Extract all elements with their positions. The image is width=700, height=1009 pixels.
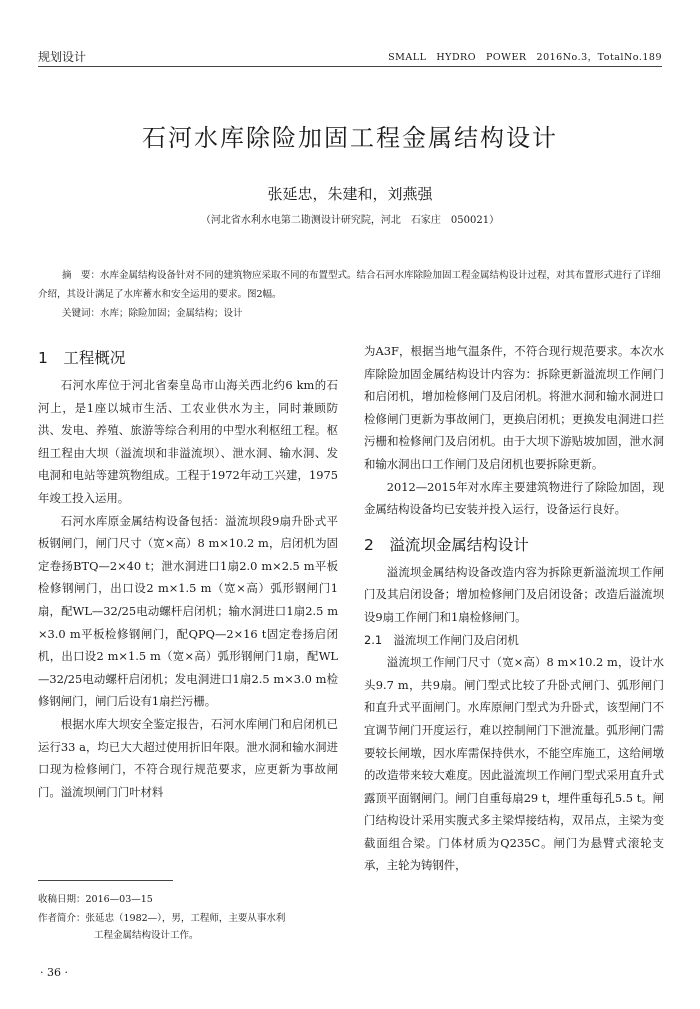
footnote-divider <box>38 880 173 881</box>
author-bio-line1: 作者简介：张延忠（1982—），男，工程师，主要从事水利 <box>38 913 286 924</box>
paragraph: 溢流坝工作闸门尺寸（宽×高）8 m×10.2 m，设计水头9.7 m，共9扇。闸门型式比较了升卧式闸门、弧形闸门和直升式平面闸门。水库原闸门型式为升卧式，该型闸门不宜调节闸门开度运行，难以控制闸门下泄流量。弧形闸门需要较长闸墩，因水库需保持供水，不能空库施工，这给闸墩的改造带来较大难度。因此溢流坝工作闸门型式采用直升式露顶平面钢闸门。闸门自重每扇29 t，埋件重每孔5.5 t。闸门结构设计采用实腹式多主梁焊接结构，双吊点，主梁为变截面组合梁。门体材质为Q235C。闸门为悬臂式滚轮支承，主轮为铸钢件， <box>364 655 664 873</box>
keywords <box>62 305 243 319</box>
section-1-heading: 1 工程概况 <box>38 349 126 367</box>
paragraph: 根据水库大坝安全鉴定报告，石河水库闸门和启闭机已运行33 a，均已大大超过使用折旧年限。泄水洞和输水洞进口现为检修闸门，不符合现行规范要求，应更新为事故闸门。溢流坝闸门门叶材料 <box>38 716 338 799</box>
paper-title: 石河水库除险加固工程金属结构设计 <box>142 124 558 152</box>
paragraph: 为A3F，根据当地气温条件，不符合现行规范要求。本次水库除险加固金属结构设计内容为：拆除更新溢流坝工作闸门和启闭机，增加检修闸门及启闭机。将泄水洞和输水洞进口检修闸门更新为事故闸门，更换启闭机；更换发电洞进口拦污栅和检修闸门及启闭机。由于大坝下游贴坡加固，泄水洞和输水洞出口工作闸门及启闭机也要拆除更新。 <box>364 344 664 471</box>
subsection-2-1-heading: 2.1 溢流坝工作闸门及启闭机 <box>364 632 519 647</box>
section-2-heading: 2 溢流坝金属结构设计 <box>364 535 529 554</box>
received-date: 收稿日期：2016—03—15 <box>38 894 153 905</box>
paragraph: 2012—2015年对水库主要建筑物进行了除险加固，现金属结构设备均已安装并投入运行，设备运行良好。 <box>364 479 664 517</box>
keywords-label: 关键词： <box>62 308 101 319</box>
journal-info: SMALL HYDRO POWER 2016No.3，TotalNo.189 <box>388 52 662 63</box>
author-affiliation: （河北省水利水电第二勘测设计研究院，河北 石家庄 050021） <box>200 215 500 226</box>
author-bio-line2: 工程金属结构设计工作。 <box>94 930 199 941</box>
paper-authors: 张延忠，朱建和，刘燕强 <box>267 185 433 203</box>
page-number: · 36 · <box>40 966 68 979</box>
abstract-label: 摘 要： <box>62 270 101 281</box>
paragraph: 石河水库原金属结构设备包括：溢流坝段9扇升卧式平板钢闸门，闸门尺寸（宽×高）8 m×10.2 m，启闭机为固定卷扬BTQ—2×40 t；泄水洞进口1扇2.0 m×2.5 m平板检修钢闸门，出口设2 m×1.5 m（宽×高）弧形钢闸门1扇，配WL—32/25电动螺杆启闭机；输水洞进口1扇2.5 m×3.0 m平板检修钢闸门，配QPQ—2×16 t固定卷扬启闭机，出口设2 m×1.5 m（宽×高）弧形钢闸门1扇，配WL—32/25电动螺杆启闭机；发电洞进口1扇2.5 m×3.0 m检修钢闸门，闸门后设有1扇拦污栅。 <box>38 513 338 709</box>
paragraph: 石河水库位于河北省秦皇岛市山海关西北约6 km的石河上，是1座以城市生活、工农业供水为主，同时兼顾防洪、发电、养殖、旅游等综合利用的中型水利枢纽工程。枢纽工程由大坝（溢流坝和非溢流坝）、泄水洞、输水洞、发电洞和电站等建筑物组成。工程于1972年动工兴建，1975年竣工投入运用。 <box>38 378 338 505</box>
section-label: 规划设计 <box>38 50 87 64</box>
running-header <box>38 46 662 67</box>
abstract-text: 水库金属结构设备针对不同的建筑物应采取不同的布置型式。结合石河水库除险加固工程金属结构设计过程，对其布置形式进行了详细介绍，其设计满足了水库蓄水和安全运用的要求。图2幅。 <box>38 270 661 300</box>
left-column <box>38 340 338 803</box>
abstract <box>38 266 666 304</box>
keywords-text: 水库；除险加固；金属结构；设计 <box>100 308 243 319</box>
paragraph: 溢流坝金属结构设备改造内容为拆除更新溢流坝工作闸门及其启闭设备；增加检修闸门及启闭设备；改造后溢流坝设9扇工作闸门和1扇检修闸门。 <box>364 564 664 624</box>
right-column <box>364 340 664 877</box>
author-bio <box>38 910 338 944</box>
